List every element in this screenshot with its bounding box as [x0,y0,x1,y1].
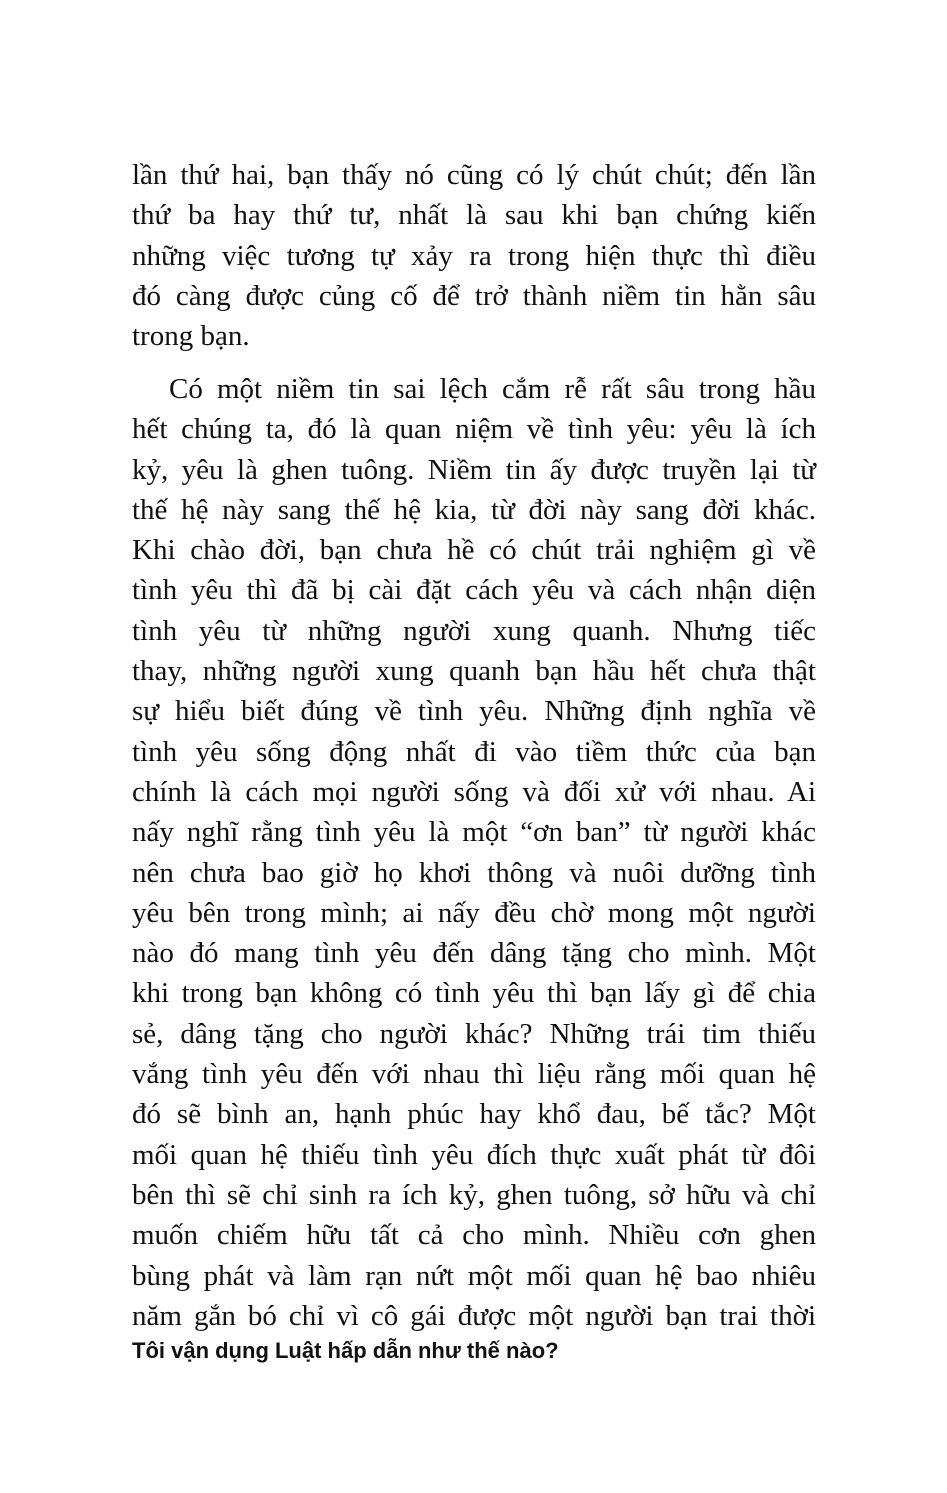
text-line: thế hệ này sang thế hệ kia, từ đời này sang đời khác. [132,493,816,526]
text-line: đó càng được củng cố để trở thành niềm tin hằn sâu [132,279,816,312]
paragraph-2 [132,369,816,1336]
text-line: những việc tương tự xảy ra trong hiện thực thì điều [132,239,816,272]
text-line: bùng phát và làm rạn nứt một mối quan hệ bao nhiêu [132,1259,816,1292]
text-line: sẻ, dâng tặng cho người khác? Những trái tim thiếu [132,1017,816,1050]
text-line: yêu bên trong mình; ai nấy đều chờ mong một người [132,896,816,929]
text-line: nấy nghĩ rằng tình yêu là một “ơn ban” từ người khác [132,816,816,849]
text-line: trong bạn. [132,320,250,353]
text-line: thứ ba hay thứ tư, nhất là sau khi bạn chứng kiến [132,199,816,232]
text-line: năm gắn bó chỉ vì cô gái được một người bạn trai thời [132,1299,816,1332]
text-line: tình yêu thì đã bị cài đặt cách yêu và cách nhận diện [132,574,816,607]
text-line: nào đó mang tình yêu đến dâng tặng cho mình. Một [132,937,816,970]
text-line: chính là cách mọi người sống và đối xử với nhau. Ai [132,775,816,808]
text-line: tình yêu sống động nhất đi vào tiềm thức của bạn [132,735,816,768]
text-line: Khi chào đời, bạn chưa hề có chút trải nghiệm gì về [132,534,816,567]
text-line: mối quan hệ thiếu tình yêu đích thực xuất phát từ đôi [132,1138,816,1171]
text-line: lần thứ hai, bạn thấy nó cũng có lý chút chút; đến lần [132,159,816,191]
text-line: vắng tình yêu đến với nhau thì liệu rằng mối quan hệ [132,1058,816,1091]
text-line: thay, những người xung quanh bạn hầu hết chưa thật [132,655,816,688]
text-line: Có một niềm tin sai lệch cắm rễ rất sâu trong hầu [169,373,816,405]
text-line: muốn chiếm hữu tất cả cho mình. Nhiều cơn ghen [132,1219,816,1252]
text-line: kỷ, yêu là ghen tuông. Niềm tin ấy được truyền lại từ [132,453,816,486]
running-footer-title: Tôi vận dụng Luật hấp dẫn như thế nào? [132,1338,559,1363]
text-line: tình yêu từ những người xung quanh. Nhưng tiếc [132,614,816,647]
paragraph-1 [132,155,816,356]
text-line: đó sẽ bình an, hạnh phúc hay khổ đau, bế tắc? Một [132,1098,816,1131]
text-line: sự hiểu biết đúng về tình yêu. Những định nghĩa về [132,695,816,728]
text-line: bên thì sẽ chỉ sinh ra ích kỷ, ghen tuông, sở hữu và chỉ [132,1178,816,1211]
text-line: nên chưa bao giờ họ khơi thông và nuôi dưỡng tình [132,856,816,889]
text-line: hết chúng ta, đó là quan niệm về tình yêu: yêu là ích [132,413,816,446]
text-line: khi trong bạn không có tình yêu thì bạn lấy gì để chia [132,977,816,1010]
